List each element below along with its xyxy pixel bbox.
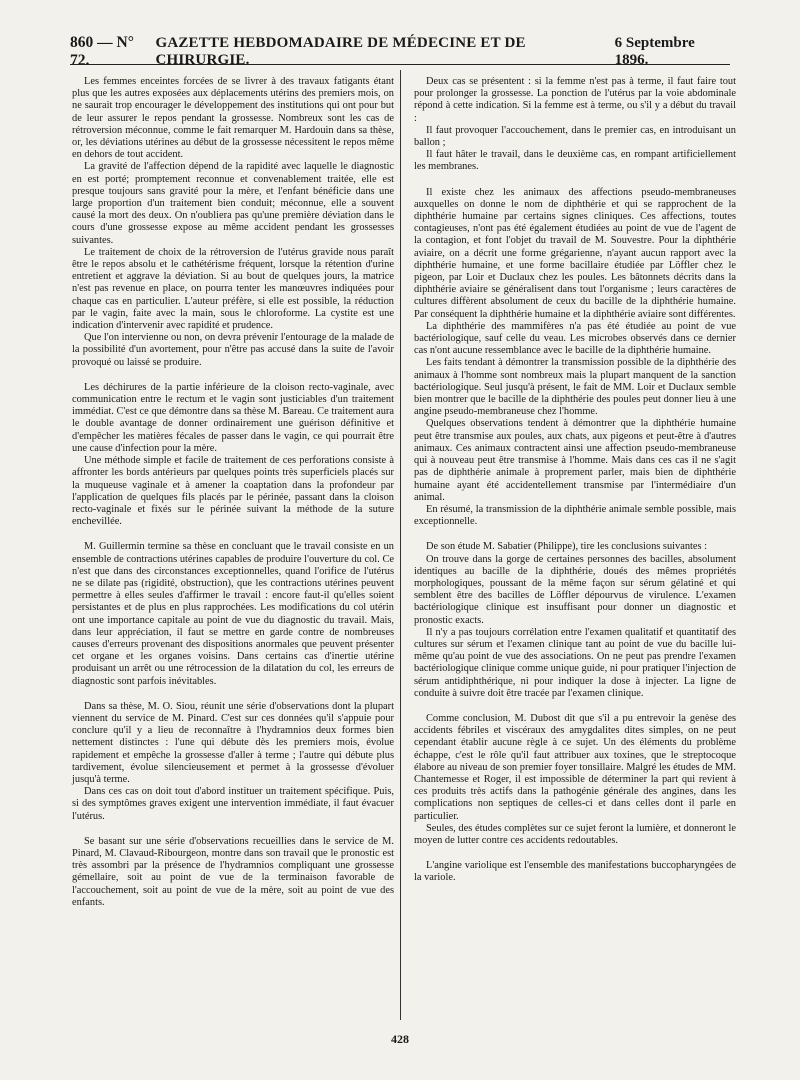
paragraph: Dans ces cas on doit tout d'abord instituer un traitement spécifique. Puis, si des symptômes graves exigent une intervention immédiate, il faut évacuer l'utérus. xyxy=(72,786,394,822)
paragraph: Le traitement de choix de la rétroversion de l'utérus gravide nous paraît être le repos absolu et le cathétérisme fréquent, lorsque la rétention d'urine entretient et aggrave la déviation. Si au bout de quelques jours, la matrice n'est pas revenue en place, on pourra tenter les manœuvres indiquées pour chaque cas en particulier. L'auteur préfère, si elle est possible, la réduction par le vagin, faite avec la main, sous le chloroforme. La cystite est une indication d'intervenir avec rapidité et prudence. xyxy=(72,246,394,332)
paragraph: L'angine variolique est l'ensemble des manifestations buccopharyngées de la variole. xyxy=(414,860,736,884)
paragraph: Quelques observations tendent à démontrer que la diphthérie humaine peut être transmise aux poules, aux chats, aux pigeons et peut-être à d'autres animaux. Ces animaux contractent ainsi une affection pseudo-membraneuse qui à nouveau peut être transmise à l'homme. Mais dans ces cas il ne s'agit pas de diphthérie animale à proprement parler, mais bien de diphthérie humaine ayant été accidentellement transmise par l'intermédiaire d'un animal. xyxy=(414,418,736,503)
paragraph: Les faits tendant à démontrer la transmission possible de la diphthérie des animaux à l'homme sont nombreux mais la plupart manquent de la sanction bactériologique. Seul jusqu'à présent, le fait de MM. Loir et Duclaux semble bien montrer que le bacille de la diphthérie des poules peut donner lieu à une angine pseudo-membraneuse chez l'homme. xyxy=(414,357,736,418)
paragraph: Se basant sur une série d'observations recueillies dans le service de M. Pinard, M. Clavaud-Ribourgeon, montre dans son travail que le pronostic est très assombri par la présence de l'hydramnios compliquant une grossesse gémellaire, soit au point de vue de la terminaison favorable de l'accouchement, soit au point de vue de la mère, soit au point de vue des enfants. xyxy=(72,835,394,908)
paragraph: Il faut provoquer l'accouchement, dans le premier cas, en introduisant un ballon ; xyxy=(414,124,736,149)
paragraph: Les déchirures de la partie inférieure de la cloison recto-vaginale, avec communication entre le rectum et le vagin sont justiciables d'un traitement immédiat. C'est ce que démontre dans sa thèse M. Bareau. Ce traitement aura le double avantage de donner ordinairement une guérison définitive et d'empêcher les matières fécales de passer dans le vagin, ce qui pourrait être une cause d'infection pour la mère. xyxy=(72,381,394,454)
running-header xyxy=(70,34,730,69)
paragraph: Il existe chez les animaux des affections pseudo-membraneuses auxquelles on donne le nom de diphthérie et qui se rapprochent de la diphthérie humaine par certains signes cliniques. Ces affections, toutes contagieuses, n'ont pas été également étudiées au point de vue de l'agent de la contagion, et font l'objet du travail de M. Souvestre. Pour la diphthérie aviaire, on a décrit une forme grégarienne, n'ayant aucun rapport avec la diphthérie humaine, et une forme bacillaire étudiée par Löffler chez le pigeon, par Loir et Duclaux chez les poules. Les bâtonnets décrits dans la diphthérie aviaire se généralisent dans tout l'organisme ; leurs caractères de cultures diffèrent absolument de ceux du bacille de la diphthérie humaine. Par conséquent la diphthérie humaine et la diphthérie aviaire sont différentes. xyxy=(414,186,736,320)
left-column xyxy=(72,76,394,909)
paragraph: En résumé, la transmission de la diphthérie animale semble possible, mais exceptionnelle. xyxy=(414,503,736,528)
journal-title: GAZETTE HEBDOMADAIRE DE MÉDECINE ET DE CHIRURGIE. xyxy=(155,35,526,68)
paragraph: Il faut hâter le travail, dans le deuxième cas, en rompant artificiellement les membranes. xyxy=(414,149,736,173)
column-divider xyxy=(400,70,401,1020)
paragraph: Dans sa thèse, M. O. Siou, réunit une série d'observations dont la plupart viennent du service de M. Pinard. C'est sur ces données qu'il s'appuie pour conclure qu'il y a lieu de reconnaître à l'hydramnios deux formes bien nettement distinctes : l'une qui débute dès les premiers mois, évolue rapidement et empêche la grossesse d'aller à terme ; l'autre qui débute plus tardivement, évolue silencieusement et permet à la grossesse d'évoluer jusqu'à terme. xyxy=(72,700,394,785)
paragraph: La gravité de l'affection dépend de la rapidité avec laquelle le diagnostic en est porté; promptement reconnue et convenablement traitée, elle est presque toujours sans gravité pour la mère, et l'enfant bénéficie dans une large proportion d'un traitement bien conduit; méconnue, elle a souvent causé la mort des deux. On n'oubliera pas qu'une première déviation dans le cours d'une grossesse expose au même accident pendant les grossesses suivantes. xyxy=(72,161,394,246)
issue-date: 6 Septembre 1896. xyxy=(614,35,695,68)
paragraph: Que l'on intervienne ou non, on devra prévenir l'entourage de la malade de la possibilité d'un avortement, pour n'être pas accusé dans la suite de l'avoir provoqué ou laissé se produire. xyxy=(72,332,394,368)
paragraph: Seules, des études complètes sur ce sujet feront la lumière, et donneront le moyen de lutter contre ces accidents redoutables. xyxy=(414,822,736,846)
header-rule xyxy=(70,64,730,65)
paragraph: M. Guillermin termine sa thèse en concluant que le travail consiste en un ensemble de contractions utérines capables de produire l'ouverture du col. Ce n'est que dans des circonstances exceptionnelles, quand l'orifice de l'utérus ne se dilate pas (rigidité, obstruction), que les contractions utérines peuvent permettre à elles seules d'affirmer le travail : encore faut-il qu'elles soient persistantes et de plus en plus rapprochées. Les modifications du col utérin ont une importance capitale au point de vue du diagnostic du travail. Mais, dans leur appréciation, il faut se mettre en garde contre de nombreuses causes d'erreurs provenant des dispositions anormales que peuvent présenter cet organe et les organes voisins. Dans certains cas d'inertie utérine produisant un arrêt ou une rétrocession de la dilatation du col, les erreurs de diagnostic sont parfois inévitables. xyxy=(72,541,394,687)
paragraph: La diphthérie des mammifères n'a pas été étudiée au point de vue bactériologique, sauf celle du veau. Les microbes observés dans ce dernier cas n'ont aucune ressemblance avec le bacille de la diphthérie humaine. xyxy=(414,320,736,357)
paragraph: Comme conclusion, M. Dubost dit que s'il a pu entrevoir la genèse des accidents fébriles et viscéraux des amygdalites dites simples, on ne peut cependant établir aucune règle à ce sujet. Un des éléments du problème échappe, c'est le rôle qu'il faut attribuer aux toxines, que le streptocoque élabore au niveau de son premier foyer tonsillaire. Malgré les études de MM. Chantemesse et Roger, il est impossible de déterminer la part qui revient à ces produits très actifs dans la pathogénie générale des angines, dans les complications non septiques de celles-ci et dans celles dont il parle en particulier. xyxy=(414,712,736,822)
right-column xyxy=(414,76,736,885)
paragraph: On trouve dans la gorge de certaines personnes des bacilles, absolument identiques au bacille de la diphthérie, doués des mêmes propriétés morphologiques, poussant de la même façon sur sérum gélatiné et qui semblent être des bacilles de Löffler dépourvus de virulence. L'examen bactériologique clinique est insuffisant pour donner un diagnostic et pronostic exacts. xyxy=(414,553,736,626)
page-number: 428 xyxy=(391,1032,409,1046)
paragraph: Il n'y a pas toujours corrélation entre l'examen qualitatif et quantitatif des cultures sur sérum et l'examen clinique tant au point de vue du bacille lui-même qu'au point de vue des associations. On ne peut pas prendre l'examen bactériologique clinique comme unique guide, ni pour pratiquer l'injection de sérum antidiphthérique, ni pour indiquer la dose à injecter. La ligne de conduite à suivre doit être tracée par l'examen clinique. xyxy=(414,626,736,699)
paragraph: De son étude M. Sabatier (Philippe), tire les conclusions suivantes : xyxy=(426,541,708,553)
paragraph: Les femmes enceintes forcées de se livrer à des travaux fatigants étant plus que les autres exposées aux déplacements utérins des premiers mois, on ne saurait trop encourager le développement des institutions qui ont pour but de leur assurer le repos pendant la grossesse. Nombreux sont les cas de rétroversion méconnue, comme le fait remarquer M. Hardouin dans sa thèse, or, les déviations utérines au début de la grossesse nécessitent le repos même en dehors de tout accident. xyxy=(72,76,394,161)
paragraph: Deux cas se présentent : si la femme n'est pas à terme, il faut faire tout pour prolonger la grossesse. La ponction de l'utérus par la voie abdominale répond à cette indication. Si la femme est à terme, ou s'il y a début du travail : xyxy=(414,76,736,124)
paragraph: Une méthode simple et facile de traitement de ces perforations consiste à affronter les bords antérieurs par quelques points très superficiels placés sur la muqueuse vaginale et à amener la coaptation dans la profondeur par l'application de quelques fils placés par le périnée, passant dans la cloison recto-vaginale et fixés sur le périnée suivant la méthode de la suture enchevillée. xyxy=(72,455,394,528)
page-label: 860 — N° 72. xyxy=(70,34,134,69)
